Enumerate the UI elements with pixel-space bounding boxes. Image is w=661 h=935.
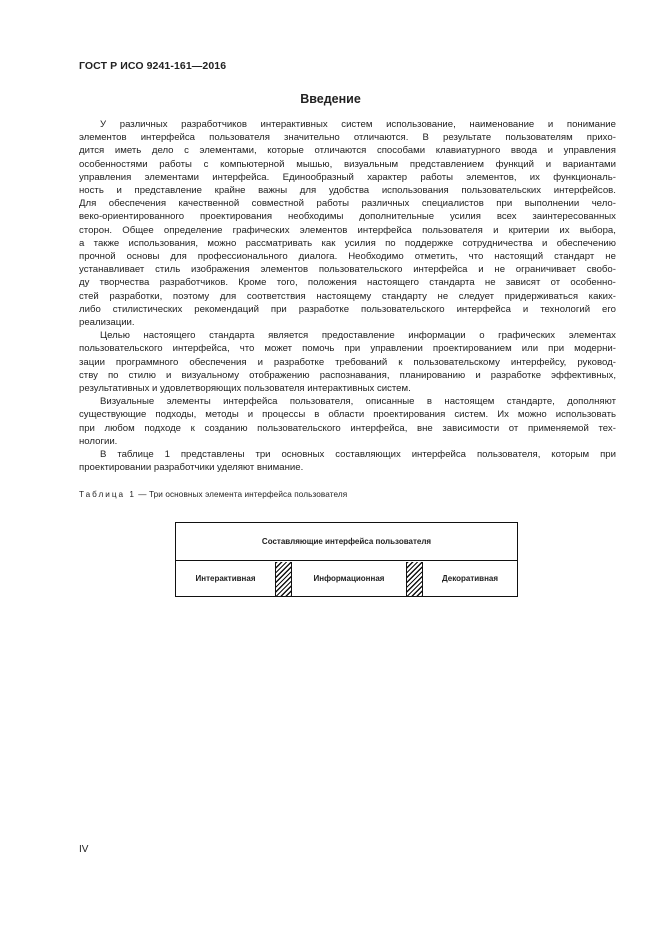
- text-line: либо стилистических рекомендаций при разработке пользовательского интерфейса и технологий его: [79, 303, 616, 315]
- text-line: ность и представление крайне важны для удобства использования пользовательских интерфейсов.: [79, 185, 616, 197]
- text-line: стей разработки, поэтому для соответствия настоящему стандарту не следует придерживаться каких-: [79, 290, 616, 302]
- text-line: существующие подходы, методы и процессы в области проектирования систем. Их можно использовать: [79, 409, 616, 421]
- text-line: У различных разработчиков интерактивных систем использование, наименование и понимание: [100, 119, 616, 130]
- text-line: ду творчества разработчиков. Кроме того, положения настоящего стандарта не зависят от особенно-: [79, 277, 616, 289]
- text-line: В таблице 1 представлены три основных составляющих интерфейса пользователя, которым при: [100, 449, 616, 461]
- text-line: Визуальные элементы интерфейса пользователя, описанные в настоящем стандарте, дополняют: [100, 396, 616, 408]
- text-line: при любом подходе к созданию пользовательского интерфейса, вне зависимости от применяемой тех-: [79, 422, 616, 434]
- text-line: устанавливает стиль изображения элементов пользовательского интерфейса и не ограничивает свобо-: [79, 264, 616, 276]
- table-caption: [79, 490, 347, 499]
- text-line: результативных и удовлетворяющих пользователя интерактивных систем.: [79, 383, 411, 395]
- text-line: а также использования, можно рассматривать как усилия по поддержке сотрудничества и обеспечению: [79, 237, 616, 249]
- text-line: проектировании разработчики уделяют внимание.: [79, 462, 304, 474]
- page-number: IV: [79, 844, 89, 855]
- cell-interactive: Интерактивная: [195, 574, 256, 584]
- text-line: Целью настоящего стандарта является предоставление информации о графических элементах: [100, 330, 616, 342]
- text-line: нологии.: [79, 435, 118, 447]
- body-text: [79, 118, 616, 474]
- section-title: Введение: [300, 92, 361, 106]
- text-line: ству по стилю и визуальному отображению распознавания, планированию и разработке эффективных,: [79, 369, 616, 381]
- text-line: дится иметь дело с элементами, которые отличаются способами клавиатурного ввода и управления: [79, 145, 616, 157]
- text-line: зации программного обеспечения и разработке требований к пользовательскому интерфейсу, руковод-: [79, 356, 616, 368]
- ui-table-header: Составляющие интерфейса пользователя: [176, 523, 517, 561]
- text-line: пользовательского интерфейса, что может помочь при управлении проектированием или при модерни-: [79, 343, 616, 355]
- table-caption-text: — Три основных элемента интерфейса пользователя: [135, 490, 348, 499]
- text-line: управления элементами интерфейса. Единообразный характер работы элементов, их функциональ-: [79, 171, 616, 183]
- text-line: элементов интерфейса пользователя значительно отличаются. В результате пользователям прихо-: [79, 132, 616, 144]
- document-header: ГОСТ Р ИСО 9241-161—2016: [79, 60, 227, 72]
- text-line: веко-ориентированного проектирования необходимы дополнительные усилия всех заинтересованных: [79, 211, 616, 223]
- ui-table-row: [176, 562, 517, 597]
- text-line: прочной основы для профессионального диалога. Необходимо отметить, что настоящий стандарт не: [79, 251, 616, 263]
- cell-decorative: Декоративная: [441, 574, 499, 584]
- text-line: особенностями работы с компьютерной мышью, визуальным представлением функций и вариантами: [79, 158, 616, 170]
- hatched-separator: [275, 562, 292, 597]
- ui-components-table: [175, 522, 518, 597]
- text-line: Для обеспечения качественной совместной работы различных специалистов при выполнении чело-: [79, 198, 616, 210]
- table-caption-label: Таблица 1: [79, 490, 136, 499]
- hatched-separator: [406, 562, 423, 597]
- cell-informational: Информационная: [313, 574, 385, 584]
- text-line: сторон. Общее определение графических элементов интерфейса пользователя и критерии их выбора,: [79, 224, 616, 236]
- text-line: реализации.: [79, 317, 135, 329]
